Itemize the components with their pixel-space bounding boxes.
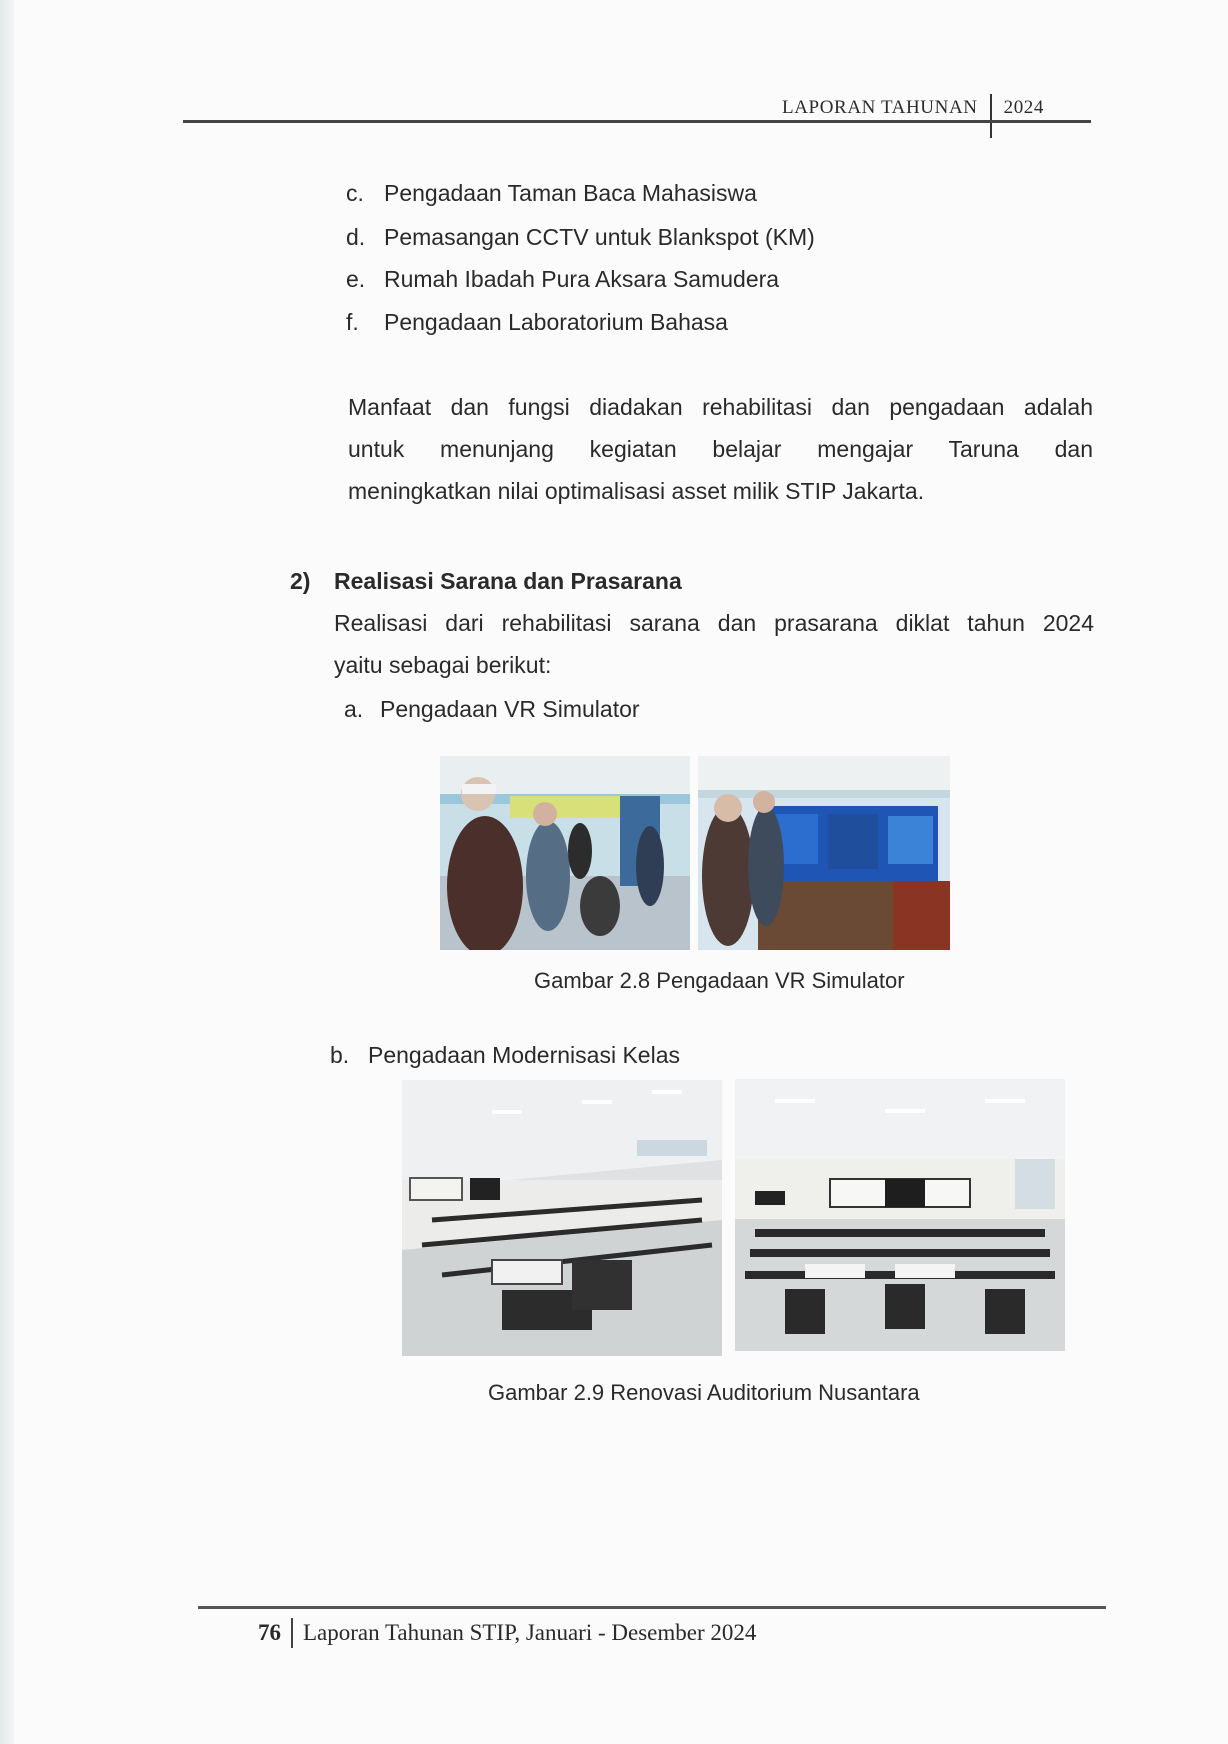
running-footer xyxy=(258,1618,756,1648)
list-marker: e. xyxy=(346,266,366,292)
list-item xyxy=(346,180,757,207)
list-text: Pengadaan Modernisasi Kelas xyxy=(368,1042,680,1068)
list-marker: c. xyxy=(346,180,364,206)
list-marker: b. xyxy=(330,1042,350,1068)
list-item xyxy=(346,309,728,336)
list-item xyxy=(346,224,815,251)
section-intro xyxy=(334,602,1094,686)
footer-divider xyxy=(291,1618,293,1648)
header-divider xyxy=(990,94,992,138)
classroom-photo-1 xyxy=(402,1080,722,1356)
paragraph-line: Manfaat dan fungsi diadakan rehabilitasi dan pengadaan adalah xyxy=(348,394,1093,420)
figure-caption: Gambar 2.8 Pengadaan VR Simulator xyxy=(534,968,905,993)
paragraph-line: untuk menunjang kegiatan belajar mengajar Taruna dan xyxy=(348,436,1093,462)
list-item xyxy=(330,1042,680,1069)
paragraph-line: meningkatkan nilai optimalisasi asset milik STIP Jakarta. xyxy=(348,478,925,504)
section-marker: 2) xyxy=(290,568,311,594)
header-title: LAPORAN TAHUNAN xyxy=(782,97,978,118)
footer-rule xyxy=(198,1606,1106,1609)
list-item xyxy=(346,266,779,293)
list-text: Pengadaan Laboratorium Bahasa xyxy=(384,309,728,335)
running-header xyxy=(782,86,1044,130)
page-number: 76 xyxy=(258,1620,281,1645)
header-year: 2024 xyxy=(1003,97,1044,118)
figure-caption: Gambar 2.9 Renovasi Auditorium Nusantara xyxy=(488,1380,920,1405)
section-heading xyxy=(290,568,682,595)
list-text: Pengadaan VR Simulator xyxy=(380,696,640,722)
paragraph-benefits xyxy=(348,386,1093,512)
list-text: Pengadaan Taman Baca Mahasiswa xyxy=(384,180,757,206)
list-marker: a. xyxy=(344,696,364,722)
header-rule xyxy=(183,120,1091,123)
vr-simulator-photo-1 xyxy=(440,756,690,950)
footer-text: Laporan Tahunan STIP, Januari - Desember 2024 xyxy=(303,1620,757,1645)
paragraph-line: yaitu sebagai berikut: xyxy=(334,652,552,678)
section-title: Realisasi Sarana dan Prasarana xyxy=(334,568,682,594)
vr-simulator-photo-2 xyxy=(698,756,950,950)
list-text: Pemasangan CCTV untuk Blankspot (KM) xyxy=(384,224,815,250)
classroom-photo-2 xyxy=(735,1079,1065,1351)
list-marker: d. xyxy=(346,224,366,250)
list-item xyxy=(344,696,640,723)
page-shadow xyxy=(0,0,14,1744)
paragraph-line: Realisasi dari rehabilitasi sarana dan prasarana diklat tahun 2024 xyxy=(334,610,1094,636)
list-text: Rumah Ibadah Pura Aksara Samudera xyxy=(384,266,780,292)
list-marker: f. xyxy=(346,309,359,335)
